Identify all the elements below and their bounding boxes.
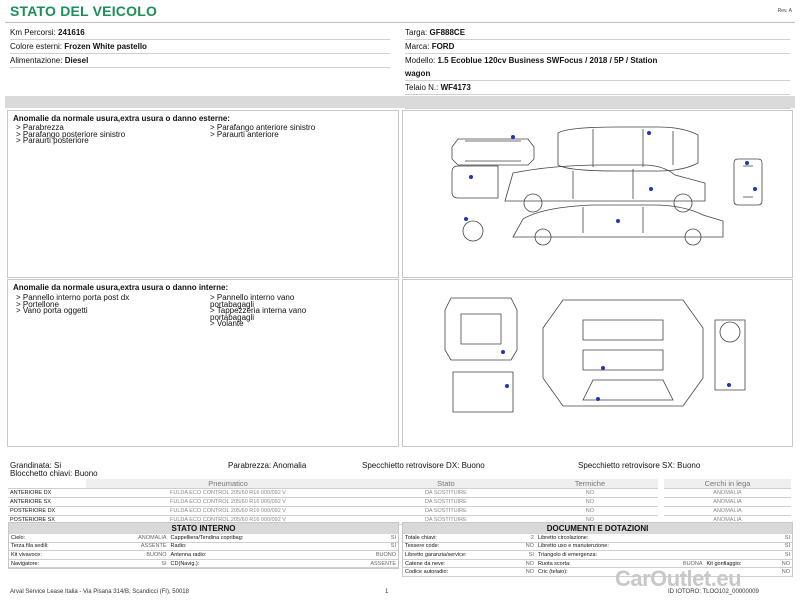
summary-block [10,461,790,481]
tyres-header-pneumatico: Pneumatico [86,479,370,489]
car-interior-diagram [403,280,792,446]
documents-title: DOCUMENTI E DOTAZIONI [403,523,792,534]
table-row: Navigatore: SI CD(Navig.): ASSENTE [11,560,396,567]
car-top-view [558,127,698,171]
color-row: Colore esterni: Frozen White pastello [10,40,390,54]
tyres-header-termiche: Termiche [522,479,658,489]
fuel-row: Alimentazione: Diesel [10,54,390,68]
external-damage-list-2 [210,125,315,138]
alloy-header: Cerchi in lega [664,479,791,489]
car-front-view [452,135,534,165]
table-row: Libretto garanzia/service: SI Triangolo di emergenza: SI [405,551,790,558]
table-row: ANOMALIA [664,516,791,525]
list-item: > Portellone [16,299,59,309]
section-band [5,96,795,108]
watermark-logo: CarOutlet.eu [615,566,742,591]
list-item: > Parafango anteriore sinistro [210,123,316,132]
internal-damage-list-1 [16,295,129,315]
car-rear-view [734,159,762,205]
external-damage-list-1 [16,125,125,145]
windshield-status: Parabrezza: Anomalia [228,461,307,470]
steering-wheel [715,320,745,390]
external-diagram-panel [402,110,793,278]
external-damage-title: Anomalie da normale usura,extra usura o danno esterne: [13,114,230,123]
table-row: Terza fila sedili: ASSENTE Radio: SI [11,543,396,550]
make-value: FORD [431,42,455,51]
model-row: Modello: 1.5 Ecoblue 120cv Business SWFocus / 2018 / 5P / Station [405,56,658,65]
list-item: portabagagli [210,299,255,309]
list-item: > Paraurti posteriore [16,136,89,146]
table-row: ANOMALIA [664,489,791,498]
car-wheel-left [463,217,483,241]
plate-value: GF888CE [429,28,466,37]
key-block-status: Blocchetto chiavi: Buono [10,469,98,478]
car-side-view-right [513,205,723,245]
mirror-right-status: Specchietto retrovisore DX: Buono [362,461,485,470]
list-item: > Vano porta oggetti [16,306,88,316]
tyres-header-stato: Stato [370,479,522,489]
internal-damage-panel [7,279,399,447]
external-damage-panel [7,110,399,278]
hail-status: Grandinata: Si [10,461,62,470]
list-item: > Volante [210,319,244,329]
list-item: > Paraurti anteriore [210,129,279,139]
page-title: STATO DEL VEICOLO [10,3,158,19]
table-row: POSTERIORE SX FULDA ECO CONTROL 205/60 R16 000/092 V DA SOSTITUIRE NO [8,516,658,525]
tyres-table [8,479,658,525]
footer-id: ID IOTORO: TLOO102_00000009 [668,589,759,595]
tyres-header-row [8,479,658,489]
plate-row: Targa: GF888CE [405,26,790,40]
interior-trunk [453,372,513,412]
table-row: ANOMALIA [664,498,791,507]
internal-state-panel [8,522,399,569]
color-value: Frozen White pastello [64,42,147,51]
list-item: > Tappezzeria interna vano [210,306,307,316]
mirror-left-status: Specchietto retrovisore SX: Buono [578,461,701,470]
list-item: portabagagli [210,312,255,322]
internal-damage-title: Anomalie da normale usura,extra usura o danno interne: [13,283,229,292]
footer-address: Arval Service Lease Italia - Via Pisana 314/B, Scandicci (FI), 50018 [10,589,189,595]
list-item: > Pannello interno vano [210,293,295,302]
interior-dashboard [583,380,673,401]
vehicle-info-left [10,26,390,68]
table-row: Catene da neve: NO Ruota scorta: BUONA Kit gonfiaggio: NO [405,560,790,567]
table-row: ANOMALIA [664,507,791,516]
km-value: 241616 [58,28,85,37]
title-divider [5,22,795,23]
model-row-cont: wagon [405,67,790,81]
model-value: 1.5 Ecoblue 120cv Business SWFocus / 2018 / 5P / Station [437,56,658,65]
vin-value: WF4173 [440,83,471,92]
internal-state-title: STATO INTERNO [9,523,398,534]
table-row: POSTERIORE DX FULDA ECO CONTROL 205/60 R16 000/092 V DA SOSTITUIRE NO [8,507,658,516]
revision-label: Rev. A [777,8,792,14]
list-item: > Pannello interno porta post dx [16,293,130,302]
car-side-view-left [452,165,705,212]
fuel-value: Diesel [64,56,89,65]
table-row: Kit vivavoce: BUONO Antenna radio: BUONO [11,551,396,558]
table-row: ANTERIORE SX FULDA ECO CONTROL 205/60 R16 000/092 V DA SOSTITUIRE NO [8,498,658,507]
internal-diagram-panel [402,279,793,447]
list-item: > Parafango posteriore sinistro [16,129,126,139]
interior-cabin [543,300,703,406]
internal-damage-list-2 [210,295,306,328]
table-row: Codice autoradio: NO Cric (telaio): NO [405,569,790,576]
table-row: ANTERIORE DX FULDA ECO CONTROL 205/60 R16 000/092 V DA SOSTITUIRE NO [8,489,658,498]
car-exterior-diagram [403,111,792,277]
vin-row: Telaio N.: WF4173 [405,81,790,95]
km-row: Km Percorsi: 241616 [10,26,390,40]
table-row: Totale chiavi: 2 Libretto circolazione: SI [405,534,790,541]
alloy-wheels-table [664,479,791,525]
interior-door-panel [445,298,517,360]
footer-page-number: 1 [385,589,389,595]
table-row: Cielo: ANOMALIA Cappelliera/Tendina copribag: SI [11,534,396,541]
table-row: Tessere code: NO Libretto uso e manutenzione: SI [405,543,790,550]
list-item: > Parabrezza [16,123,64,132]
make-row: Marca: FORD [405,40,790,54]
